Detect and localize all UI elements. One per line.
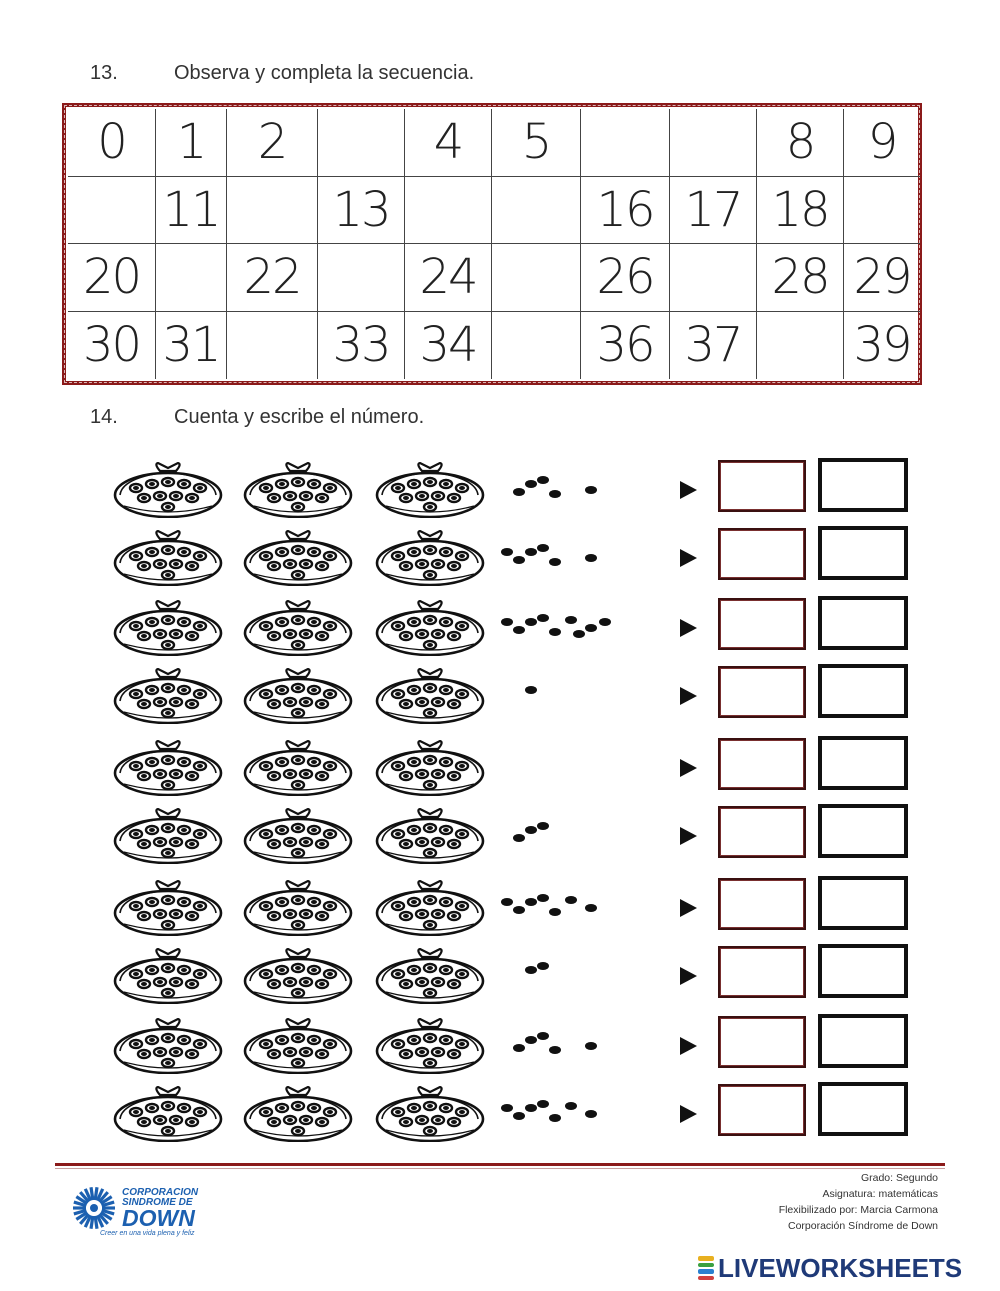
footer-divider-thin <box>55 1168 945 1169</box>
tens-answer-box[interactable] <box>718 806 806 858</box>
tens-answer-box[interactable] <box>718 946 806 998</box>
tens-answer-box[interactable] <box>718 528 806 580</box>
subject-label: Asignatura: matemáticas <box>822 1188 938 1200</box>
sequence-cell: 39 <box>853 317 911 374</box>
units-answer-box[interactable] <box>818 944 908 998</box>
bag-of-ten-icon <box>110 600 226 656</box>
bag-of-ten <box>372 600 488 661</box>
bag-of-ten-icon <box>240 808 356 864</box>
units-answer-box[interactable] <box>818 876 908 930</box>
units-answer-box[interactable] <box>818 1014 908 1068</box>
bag-of-ten-icon <box>240 880 356 936</box>
sequence-cell: 20 <box>68 244 156 312</box>
sequence-blank-cell[interactable] <box>156 244 227 312</box>
units-answer-box[interactable] <box>818 664 908 718</box>
bag-of-ten-icon <box>372 600 488 656</box>
bag-of-ten <box>372 530 488 591</box>
bag-of-ten <box>240 880 356 941</box>
bag-of-ten <box>372 1018 488 1079</box>
bag-of-ten-icon <box>110 668 226 724</box>
bag-of-ten <box>372 1086 488 1147</box>
play-arrow-icon <box>680 481 697 499</box>
loose-dots <box>485 530 625 585</box>
bag-of-ten <box>110 462 226 523</box>
sequence-cell: 33 <box>318 312 405 380</box>
counting-row <box>0 944 1000 1004</box>
loose-dots <box>485 880 625 935</box>
sequence-cell: 17 <box>670 177 757 245</box>
sequence-cell: 18 <box>757 177 844 245</box>
play-arrow-icon <box>680 967 697 985</box>
tens-answer-box[interactable] <box>718 1016 806 1068</box>
bag-of-ten-icon <box>372 740 488 796</box>
tens-answer-box[interactable] <box>718 738 806 790</box>
loose-dots-icon <box>485 462 625 512</box>
logo-text-line1: CORPORACION <box>122 1187 199 1198</box>
bag-of-ten <box>372 880 488 941</box>
bag-of-ten <box>372 668 488 729</box>
exercise-14-number: 14. <box>90 406 118 428</box>
sequence-cell: 13 <box>318 177 405 245</box>
sequence-cell: 26 <box>581 244 670 312</box>
play-arrow-icon <box>680 899 697 917</box>
loose-dots-icon <box>485 880 625 930</box>
bag-of-ten <box>110 530 226 591</box>
organization-label: Corporación Síndrome de Down <box>788 1220 938 1232</box>
logo-tagline: Creer en una vida plena y feliz <box>100 1230 195 1237</box>
play-arrow-icon <box>680 1037 697 1055</box>
bag-of-ten <box>240 530 356 591</box>
bag-of-ten-icon <box>110 808 226 864</box>
sequence-blank-cell[interactable] <box>318 244 405 312</box>
units-answer-box[interactable] <box>818 596 908 650</box>
bag-of-ten-icon <box>240 740 356 796</box>
bag-of-ten <box>110 1018 226 1079</box>
bag-of-ten-icon <box>240 530 356 586</box>
sequence-cell: 5 <box>492 109 581 177</box>
tens-answer-box[interactable] <box>718 1084 806 1136</box>
corporacion-logo <box>70 1183 210 1243</box>
loose-dots <box>485 462 625 517</box>
counting-row <box>0 526 1000 586</box>
bag-of-ten <box>240 740 356 801</box>
sequence-cell: 37 <box>670 312 757 380</box>
bag-of-ten-icon <box>372 880 488 936</box>
bag-of-ten <box>240 600 356 661</box>
bag-of-ten <box>240 808 356 869</box>
grade-label: Grado: Segundo <box>860 1172 938 1184</box>
bag-of-ten <box>240 1018 356 1079</box>
units-answer-box[interactable] <box>818 458 908 512</box>
units-answer-box[interactable] <box>818 736 908 790</box>
bag-of-ten <box>110 880 226 941</box>
counting-row <box>0 1082 1000 1142</box>
sequence-blank-cell[interactable] <box>581 109 670 177</box>
exercise-14-heading <box>90 406 424 429</box>
sequence-blank-cell[interactable] <box>68 177 156 245</box>
liveworksheets-logo-icon <box>698 1255 714 1281</box>
sequence-blank-cell[interactable] <box>405 177 492 245</box>
logo-sunburst-icon <box>70 1185 126 1231</box>
sequence-cell: 30 <box>68 312 156 380</box>
bag-of-ten-icon <box>372 530 488 586</box>
bag-of-ten-icon <box>372 808 488 864</box>
loose-dots-icon <box>485 808 625 858</box>
bag-of-ten <box>110 600 226 661</box>
exercise-13-heading <box>90 62 474 85</box>
loose-dots <box>485 1018 625 1073</box>
sequence-grid <box>68 109 916 379</box>
play-arrow-icon <box>680 827 697 845</box>
sequence-cell: 2 <box>227 109 318 177</box>
sequence-blank-cell[interactable] <box>318 109 405 177</box>
bag-of-ten-icon <box>110 1018 226 1074</box>
sequence-blank-cell[interactable] <box>757 312 844 380</box>
sequence-cell: 29 <box>844 244 920 312</box>
play-arrow-icon <box>680 687 697 705</box>
sequence-grid-frame <box>62 103 922 385</box>
bag-of-ten <box>110 668 226 729</box>
loose-dots <box>485 740 625 795</box>
play-arrow-icon <box>680 1105 697 1123</box>
bag-of-ten-icon <box>240 1086 356 1142</box>
sequence-blank-cell[interactable] <box>844 177 920 245</box>
play-arrow-icon <box>680 619 697 637</box>
units-answer-box[interactable] <box>818 804 908 858</box>
bag-of-ten <box>110 1086 226 1147</box>
sequence-blank-cell[interactable] <box>670 244 757 312</box>
bag-of-ten-icon <box>110 880 226 936</box>
bag-of-ten-icon <box>372 1018 488 1074</box>
logo-text-line3: DOWN <box>122 1205 195 1231</box>
loose-dots <box>485 948 625 1003</box>
sequence-cell: 36 <box>581 312 670 380</box>
units-answer-box[interactable] <box>818 526 908 580</box>
counting-row <box>0 876 1000 936</box>
sequence-cell: 8 <box>757 109 844 177</box>
bag-of-ten <box>240 462 356 523</box>
credits-block <box>779 1170 938 1234</box>
sequence-cell: 4 <box>405 109 492 177</box>
bag-of-ten-icon <box>110 462 226 518</box>
bag-of-ten-icon <box>110 1086 226 1142</box>
counting-row <box>0 804 1000 864</box>
logo-text-line2: SINDROME DE <box>122 1197 193 1208</box>
bag-of-ten <box>240 1086 356 1147</box>
loose-dots-icon <box>485 668 625 718</box>
bag-of-ten-icon <box>372 948 488 1004</box>
bag-of-ten <box>110 808 226 869</box>
bag-of-ten-icon <box>240 462 356 518</box>
counting-row <box>0 596 1000 656</box>
exercise-13-instruction: Observa y completa la secuencia. <box>174 62 475 84</box>
bag-of-ten <box>372 740 488 801</box>
sequence-cell: 11 <box>156 177 227 245</box>
loose-dots-icon <box>485 1018 625 1068</box>
loose-dots <box>485 808 625 863</box>
sequence-cell: 34 <box>405 312 492 380</box>
bag-of-ten <box>240 948 356 1009</box>
loose-dots-icon <box>485 600 625 650</box>
bag-of-ten-icon <box>372 1086 488 1142</box>
sequence-cell: 1 <box>156 109 227 177</box>
loose-dots-icon <box>485 948 625 998</box>
bag-of-ten <box>372 808 488 869</box>
footer-divider <box>55 1163 945 1166</box>
bag-of-ten-icon <box>240 1018 356 1074</box>
bag-of-ten-icon <box>240 948 356 1004</box>
sequence-cell: 31 <box>156 312 227 380</box>
bag-of-ten-icon <box>240 668 356 724</box>
bag-of-ten-icon <box>240 600 356 656</box>
bag-of-ten <box>110 948 226 1009</box>
bag-of-ten <box>110 740 226 801</box>
sequence-cell: 0 <box>68 109 156 177</box>
counting-row <box>0 736 1000 796</box>
adapted-by-label: Flexibilizado por: Marcia Carmona <box>778 1204 938 1216</box>
sequence-blank-cell[interactable] <box>492 177 581 245</box>
bag-of-ten-icon <box>372 668 488 724</box>
play-arrow-icon <box>680 549 697 567</box>
loose-dots <box>485 668 625 723</box>
tens-answer-box[interactable] <box>718 598 806 650</box>
sequence-cell: 28 <box>757 244 844 312</box>
loose-dots-icon <box>485 1086 625 1136</box>
bag-of-ten-icon <box>110 948 226 1004</box>
sequence-blank-cell[interactable] <box>492 244 581 312</box>
exercise-14-instruction: Cuenta y escribe el número. <box>174 406 425 428</box>
sequence-blank-cell[interactable] <box>227 312 318 380</box>
loose-dots-icon <box>485 530 625 580</box>
liveworksheets-text: LIVEWORKSHEETS <box>718 1252 963 1283</box>
liveworksheets-brand[interactable] <box>698 1253 962 1283</box>
sequence-blank-cell[interactable] <box>227 177 318 245</box>
bag-of-ten-icon <box>372 462 488 518</box>
sequence-blank-cell[interactable] <box>492 312 581 380</box>
bag-of-ten <box>240 668 356 729</box>
tens-answer-box[interactable] <box>718 878 806 930</box>
bag-of-ten-icon <box>110 740 226 796</box>
counting-row <box>0 458 1000 518</box>
sequence-cell: 16 <box>581 177 670 245</box>
play-arrow-icon <box>680 759 697 777</box>
counting-row <box>0 1014 1000 1074</box>
tens-answer-box[interactable] <box>718 666 806 718</box>
counting-row <box>0 664 1000 724</box>
loose-dots-icon <box>485 740 625 790</box>
loose-dots <box>485 600 625 655</box>
sequence-blank-cell[interactable] <box>670 109 757 177</box>
bag-of-ten <box>372 462 488 523</box>
tens-answer-box[interactable] <box>718 460 806 512</box>
units-answer-box[interactable] <box>818 1082 908 1136</box>
sequence-cell: 24 <box>405 244 492 312</box>
sequence-cell: 9 <box>844 109 920 177</box>
sequence-cell: 22 <box>227 244 318 312</box>
loose-dots <box>485 1086 625 1141</box>
bag-of-ten <box>372 948 488 1009</box>
exercise-13-number: 13. <box>90 62 118 84</box>
bag-of-ten-icon <box>110 530 226 586</box>
